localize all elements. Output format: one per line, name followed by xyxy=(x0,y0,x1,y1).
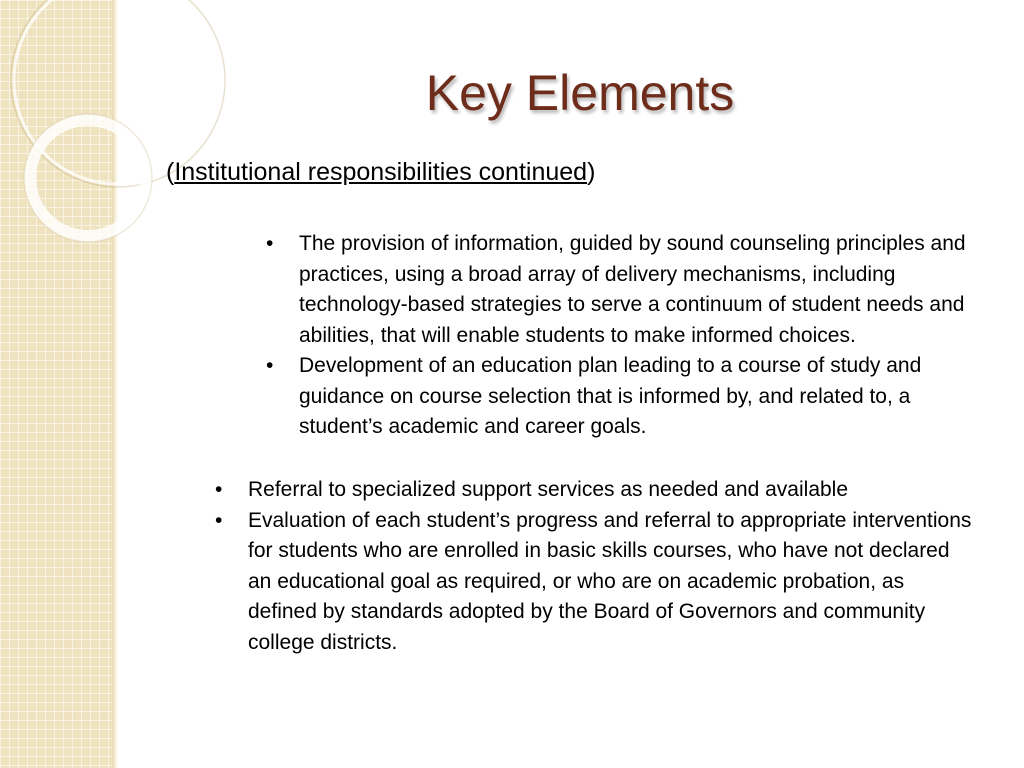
list-item-text: The provision of information, guided by sound counseling principles and practices, using a broad array of delivery mechanisms, including technology-based strategies to serve a continuum of student needs and abilities, that will enable students to make informed choices. xyxy=(299,232,966,347)
bullet-icon: • xyxy=(266,232,274,255)
list-item xyxy=(215,506,975,659)
main-bullet-list xyxy=(215,475,975,658)
list-item-text: Development of an education plan leading to a course of study and guidance on course selection that is informed by, and related to, a student’s academic and career goals. xyxy=(299,354,922,438)
slide-title: Key Elements xyxy=(425,65,735,121)
slide-subtitle xyxy=(166,156,866,188)
list-item xyxy=(266,229,966,351)
subtitle-open-paren: ( xyxy=(166,158,175,186)
list-item xyxy=(215,475,975,506)
subtitle-text: Institutional responsibilities continued xyxy=(174,158,588,186)
decorative-ring-small xyxy=(30,120,146,236)
list-item xyxy=(266,351,966,443)
decorative-rings-icon xyxy=(0,0,200,300)
bullet-icon: • xyxy=(215,508,223,532)
list-item-text: Referral to specialized support services as needed and available xyxy=(248,478,849,501)
subtitle-close-paren: ) xyxy=(587,158,596,186)
list-item-text: Evaluation of each student’s progress and referral to appropriate interventions for students who are enrolled in basic skills courses, who have not declared an educational goal as required, or who are on academic probation, as defined by standards adopted by the Board of Governors and community college districts. xyxy=(248,508,972,654)
bullet-icon: • xyxy=(266,354,274,377)
bullet-icon: • xyxy=(215,478,223,501)
sub-bullet-list xyxy=(266,229,966,443)
decorative-ring-small-shade xyxy=(24,114,152,242)
